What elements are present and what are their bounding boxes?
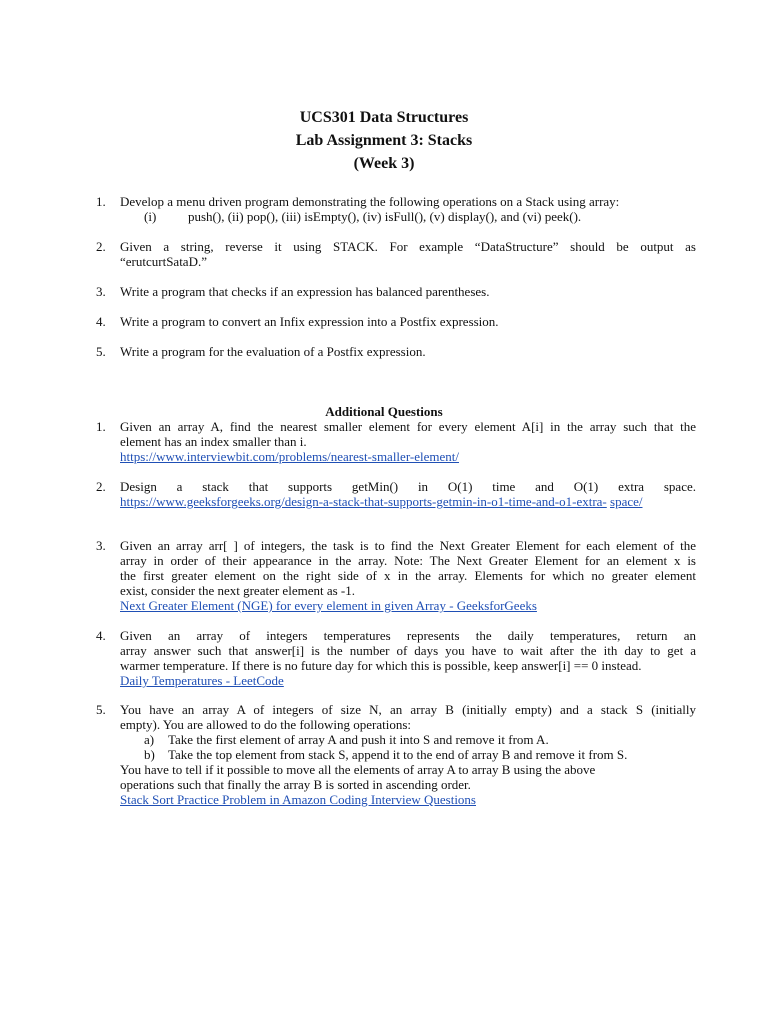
option-marker: (i)	[144, 209, 157, 224]
sub-item-text: Take the top element from stack S, append it to the end of array B and remove it from S.	[168, 747, 628, 762]
question-number: 1.	[96, 419, 106, 434]
question-text: Given an array arr[ ] of integers, the task is to find the Next Greater Element for each element of the	[120, 538, 696, 553]
question-text-cont: “erutcurtSataD.”	[120, 254, 207, 269]
question-number: 5.	[96, 702, 106, 717]
question-text: Given an array of integers temperatures represents the daily temperatures, return an	[120, 628, 696, 643]
question-number: 2.	[96, 479, 106, 494]
week-label: (Week 3)	[353, 155, 415, 172]
question-text-cont: You have to tell if it possible to move all the elements of array A to array B using the above	[120, 762, 596, 777]
reference-link[interactable]: https://www.interviewbit.com/problems/nearest-smaller-element/	[120, 449, 459, 464]
question-text: Write a program to convert an Infix expression into a Postfix expression.	[120, 314, 499, 329]
question-text-cont: array in order of their appearance in the array. Note: The Next Greater Element for an element x is	[120, 553, 696, 568]
additional-heading: Additional Questions	[325, 404, 443, 419]
sub-item-marker: b)	[144, 747, 155, 762]
question-text: Write a program that checks if an expression has balanced parentheses.	[120, 284, 490, 299]
sub-item-marker: a)	[144, 732, 155, 747]
question-number: 1.	[96, 194, 106, 209]
question-number: 3.	[96, 284, 106, 299]
reference-link-cont[interactable]: space/	[610, 494, 643, 509]
question-text: Write a program for the evaluation of a Postfix expression.	[120, 344, 426, 359]
reference-link[interactable]: https://www.geeksforgeeks.org/design-a-stack-that-supports-getmin-in-o1-time-and-o1-extra-	[120, 494, 607, 509]
question-number: 4.	[96, 314, 106, 329]
question-text: Given a string, reverse it using STACK. For example “DataStructure” should be output as	[120, 239, 696, 254]
sub-item-text: Take the first element of array A and push it into S and remove it from A.	[168, 732, 549, 747]
question-text: You have an array A of integers of size N, an array B (initially empty) and a stack S (initially	[120, 702, 696, 717]
question-text-cont: warmer temperature. If there is no future day for which this is possible, keep answer[i] == 0 instead.	[120, 658, 642, 673]
question-number: 2.	[96, 239, 106, 254]
question-text: Given an array A, find the nearest smaller element for every element A[i] in the array such that the	[120, 419, 696, 434]
question-text-cont: element has an index smaller than i.	[120, 434, 307, 449]
question-number: 5.	[96, 344, 106, 359]
reference-link[interactable]: Stack Sort Practice Problem in Amazon Coding Interview Questions	[120, 792, 476, 807]
option-list: push(), (ii) pop(), (iii) isEmpty(), (iv) isFull(), (v) display(), and (vi) peek().	[188, 209, 582, 224]
question-number: 4.	[96, 628, 106, 643]
question-text: Develop a menu driven program demonstrating the following operations on a Stack using array:	[120, 194, 620, 209]
question-text-cont: the first greater element on the right side of x in the array. Elements for which no greater element	[120, 568, 696, 583]
assignment-title: Lab Assignment 3: Stacks	[295, 132, 473, 149]
question-text: Design a stack that supports getMin() in O(1) time and O(1) extra space.	[120, 479, 696, 494]
reference-link[interactable]: Next Greater Element (NGE) for every element in given Array - GeeksforGeeks	[120, 598, 537, 613]
question-text-cont: exist, consider the next greater element as -1.	[120, 583, 355, 598]
question-text-cont: operations such that finally the array B is sorted in ascending order.	[120, 777, 471, 792]
reference-link[interactable]: Daily Temperatures - LeetCode	[120, 673, 284, 688]
question-text-cont: array answer such that answer[i] is the number of days you have to wait after the ith day to get a	[120, 643, 696, 658]
question-number: 3.	[96, 538, 106, 553]
course-title: UCS301 Data Structures	[299, 109, 469, 126]
question-text-cont: empty). You are allowed to do the following operations:	[120, 717, 412, 732]
